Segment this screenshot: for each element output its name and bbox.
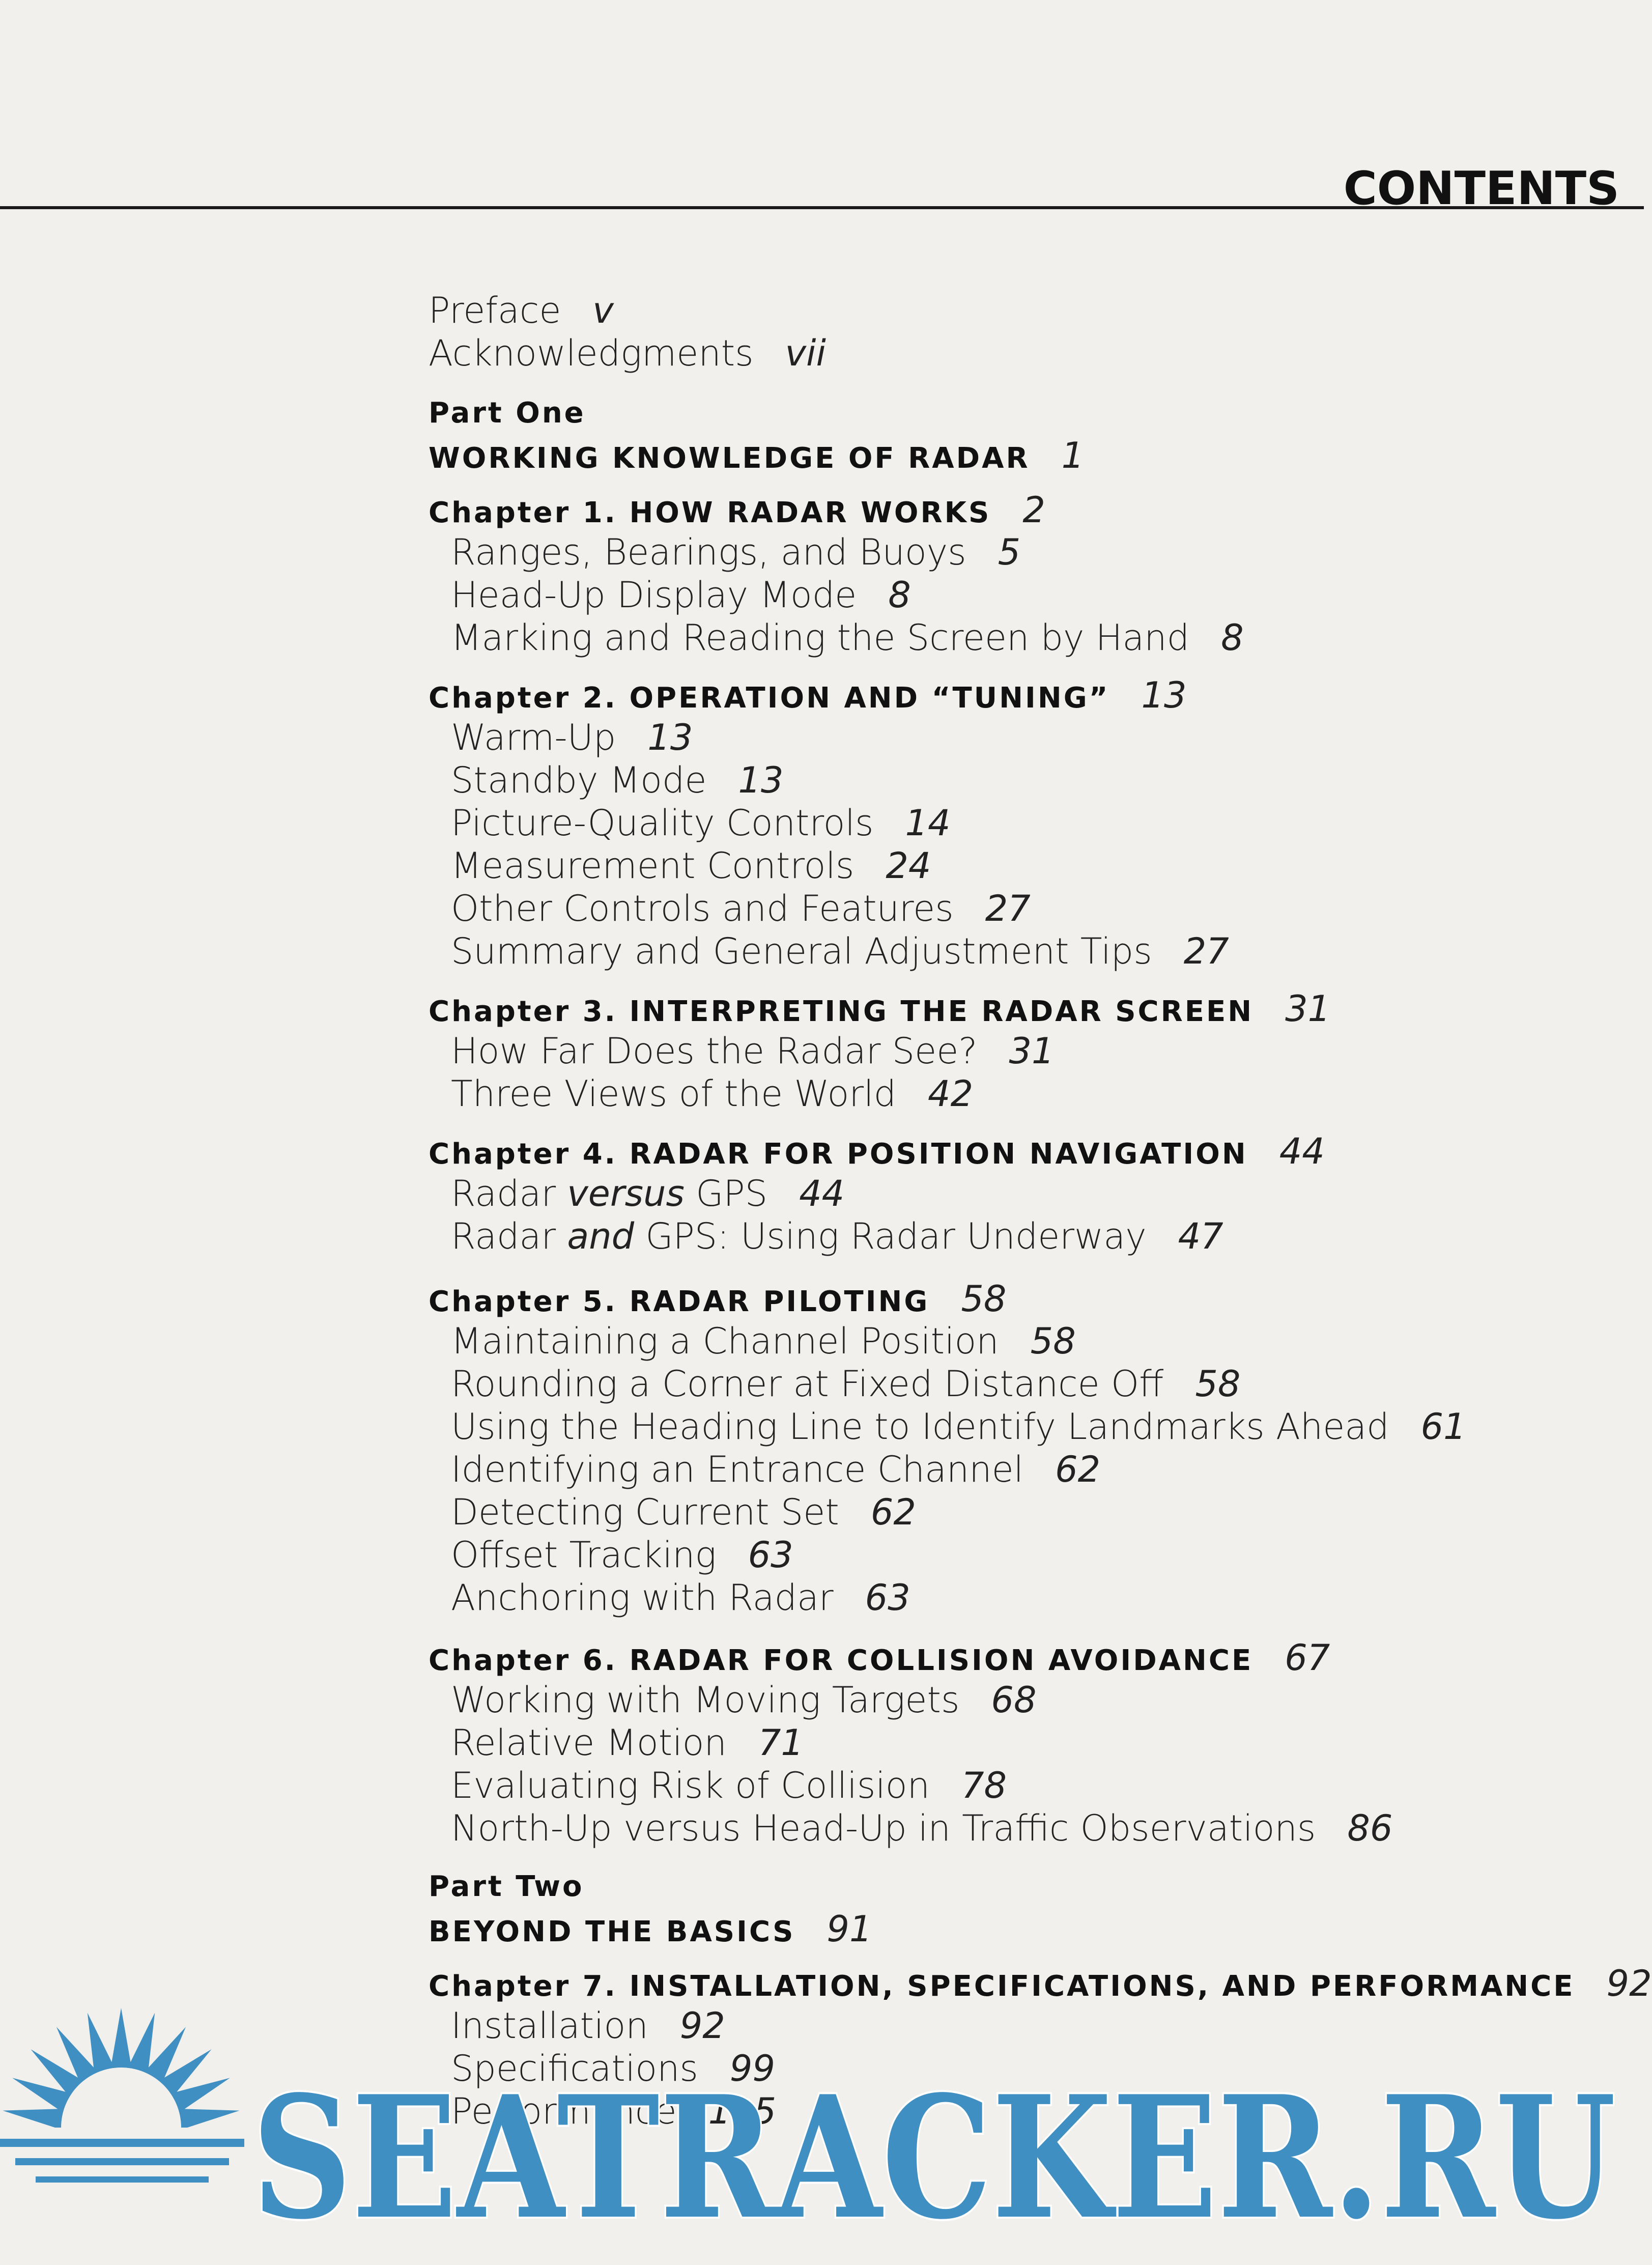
toc-entry-chapter-2[interactable]: Chapter 2. OPERATION AND “TUNING” 13	[429, 674, 1187, 716]
toc-subentry[interactable]: Evaluating Risk of Collision 78	[451, 1765, 1007, 1806]
toc-entry-chapter-4[interactable]: Chapter 4. RADAR FOR POSITION NAVIGATION 44	[429, 1130, 1325, 1172]
sun-icon	[0, 2008, 244, 2265]
toc-subentry[interactable]: Other Controls and Features 27	[451, 888, 1031, 929]
toc-subentry[interactable]: Radar versus GPS 44	[451, 1173, 845, 1214]
toc-subentry[interactable]: Three Views of the World 42	[451, 1073, 974, 1115]
toc-entry-part-two[interactable]: BEYOND THE BASICS 91	[429, 1908, 872, 1950]
toc-subentry[interactable]: Working with Moving Targets 68	[451, 1679, 1037, 1721]
toc-subentry[interactable]: Relative Motion 71	[451, 1722, 804, 1764]
toc-subentry[interactable]: Measurement Controls 24	[451, 845, 931, 887]
watermark	[0, 2005, 1644, 2265]
toc-subentry[interactable]: Head-Up Display Mode 8	[451, 574, 911, 616]
toc-subentry[interactable]: Marking and Reading the Screen by Hand 8	[451, 617, 1244, 659]
toc-subentry[interactable]: Ranges, Bearings, and Buoys 5	[451, 531, 1021, 573]
toc-entry-chapter-7[interactable]: Chapter 7. INSTALLATION, SPECIFICATIONS, AND PERFORMANCE 92	[429, 1963, 1652, 2004]
toc-subentry[interactable]: Performance 115	[451, 2090, 777, 2132]
toc-subentry[interactable]: Summary and General Adjustment Tips 27	[451, 930, 1229, 972]
toc-subentry[interactable]: Picture-Quality Controls 14	[451, 802, 951, 844]
toc-subentry[interactable]: Using the Heading Line to Identify Landmarks Ahead 61	[451, 1406, 1466, 1448]
toc-subentry[interactable]: Rounding a Corner at Fixed Distance Off 58	[451, 1363, 1241, 1405]
toc-subentry[interactable]: Warm-Up 13	[451, 717, 693, 758]
toc-subentry[interactable]: North-Up versus Head-Up in Traffic Observations 86	[451, 1807, 1393, 1849]
part-two-label: Part Two	[429, 1870, 584, 1903]
toc-subentry[interactable]: Radar and GPS: Using Radar Underway 47	[451, 1215, 1223, 1257]
watermark-text: SEATRACKER.RU	[252, 2059, 1616, 2256]
toc-subentry[interactable]: Specifications 99	[451, 2048, 775, 2089]
toc-entry-preface[interactable]: Preface v	[429, 290, 614, 331]
toc-subentry[interactable]: Detecting Current Set 62	[451, 1491, 916, 1533]
toc-entry-chapter-5[interactable]: Chapter 5. RADAR PILOTING 58	[429, 1278, 1007, 1320]
toc-entry-chapter-3[interactable]: Chapter 3. INTERPRETING THE RADAR SCREEN 31	[429, 988, 1331, 1030]
page-title: CONTENTS	[1343, 162, 1619, 215]
toc-subentry[interactable]: Identifying an Entrance Channel 62	[451, 1449, 1101, 1490]
part-one-label: Part One	[429, 397, 586, 430]
toc-entry-part-one[interactable]: WORKING KNOWLEDGE OF RADAR 1	[429, 435, 1085, 476]
toc-subentry[interactable]: How Far Does the Radar See? 31	[451, 1030, 1055, 1072]
toc-subentry[interactable]: Offset Tracking 63	[451, 1534, 793, 1576]
toc-subentry[interactable]: Maintaining a Channel Position 58	[451, 1320, 1076, 1362]
toc-entry-chapter-1[interactable]: Chapter 1. HOW RADAR WORKS 2	[429, 489, 1045, 531]
toc-subentry[interactable]: Anchoring with Radar 63	[451, 1577, 910, 1619]
toc-subentry[interactable]: Standby Mode 13	[451, 759, 784, 801]
toc-entry-acknowledgments[interactable]: Acknowledgments vii	[429, 332, 826, 374]
toc-subentry[interactable]: Installation 92	[451, 2005, 725, 2047]
toc-entry-chapter-6[interactable]: Chapter 6. RADAR FOR COLLISION AVOIDANCE 67	[429, 1637, 1330, 1679]
